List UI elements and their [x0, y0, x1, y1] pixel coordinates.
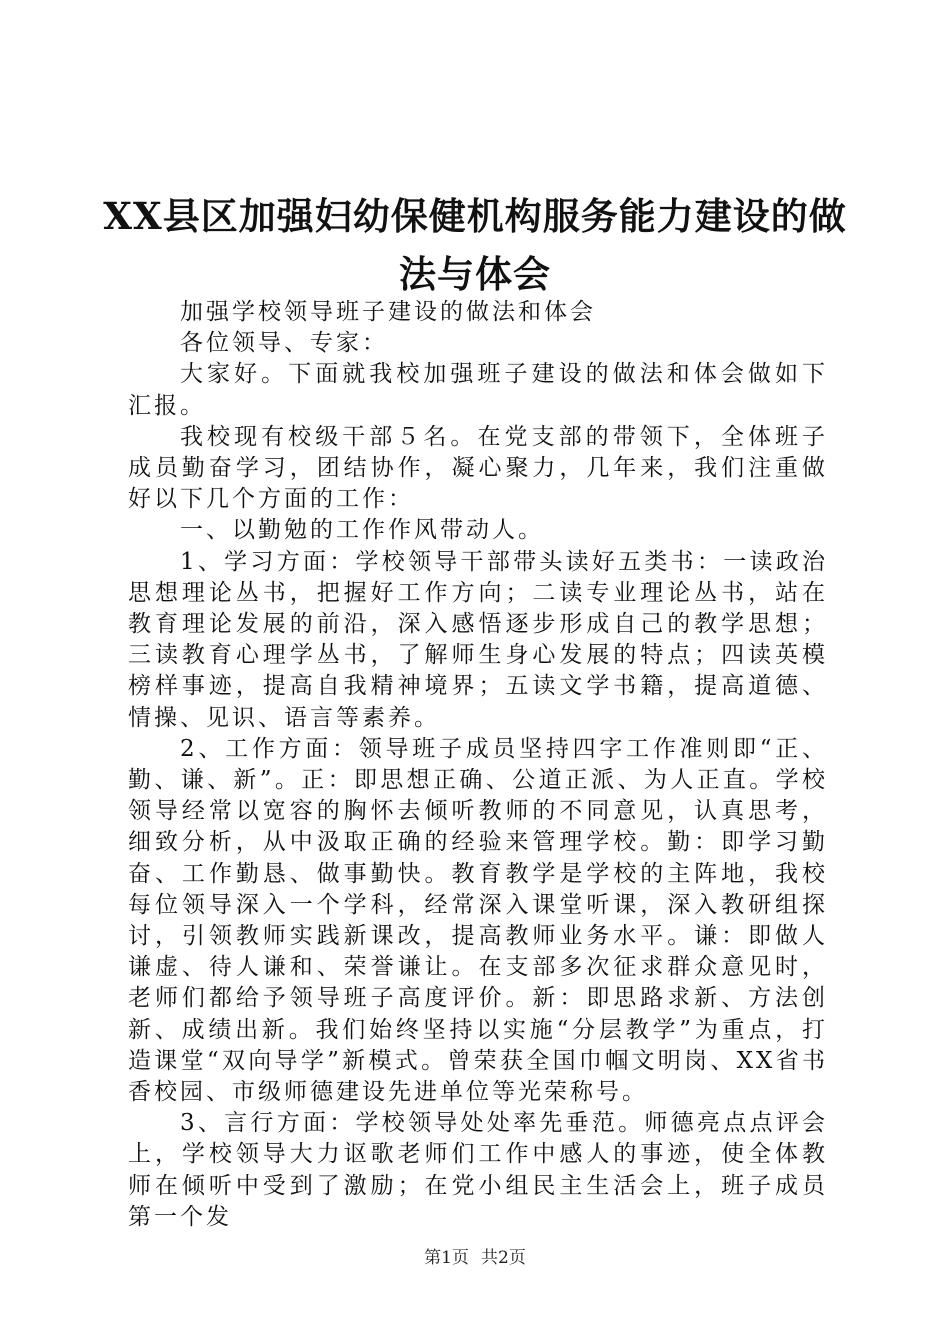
paragraph-conduct: 3、言行方面：学校领导处处率先垂范。师德亮点点评会上，学校领导大力讴歌老师们工作中感人的事迹，使全体教师在倾听中受到了激励；在党小组民主生活会上，班子成员第一个发	[128, 1110, 828, 1230]
paragraph-subtitle: 加强学校领导班子建设的做法和体会	[180, 299, 596, 325]
paragraph-salutation: 各位领导、专家：	[180, 330, 388, 357]
page-number: 第1页	[424, 1248, 469, 1268]
page-total: 共2页	[481, 1248, 526, 1268]
document-title-line-1: XX县区加强妇幼保健机构服务能力建设的做	[103, 194, 847, 238]
document-body	[128, 297, 828, 1233]
page-footer	[0, 1243, 950, 1268]
paragraph-study: 1、学习方面：学校领导干部带头读好五类书：一读政治思想理论丛书，把握好工作方向；二读专业理论丛书，站在教育理论发展的前沿，深入感悟逐步形成自己的教学思想；三读教育心理学丛书，了解师生身心发展的特点；四读英模榜样事迹，提高自我精神境界；五读文学书籍，提高道德、情操、见识、语言等素养。	[128, 548, 828, 731]
paragraph-work: 2、工作方面：领导班子成员坚持四字工作准则即“正、勤、谦、新”。正：即思想正确、公道正派、为人正直。学校领导经常以宽容的胸怀去倾听教师的不同意见，认真思考，细致分析，从中汲取正确的经验来管理学校。勤：即学习勤奋、工作勤恳、做事勤快。教育教学是学校的主阵地，我校每位领导深入一个学科，经常深入课堂听课，深入教研组探讨，引领教师实践新课改，提高教师业务水平。谦：即做人谦虚、待人谦和、荣誉谦让。在支部多次征求群众意见时，老师们都给予领导班子高度评价。新：即思路求新、方法创新、成绩出新。我们始终坚持以实施“分层教学”为重点，打造课堂“双向导学”新模式。曾荣获全国巾帼文明岗、XX省书香校园、市级师德建设先进单位等光荣称号。	[128, 735, 828, 1106]
paragraph-section-heading: 一、以勤勉的工作作风带动人。	[180, 517, 544, 544]
document-title-line-2: 法与体会	[399, 252, 551, 296]
paragraph-greeting: 大家好。下面就我校加强班子建设的做法和体会做如下汇报。	[128, 361, 828, 419]
paragraph-intro: 我校现有校级干部５名。在党支部的带领下，全体班子成员勤奋学习，团结协作，凝心聚力，几年来，我们注重做好以下几个方面的工作：	[128, 423, 828, 513]
